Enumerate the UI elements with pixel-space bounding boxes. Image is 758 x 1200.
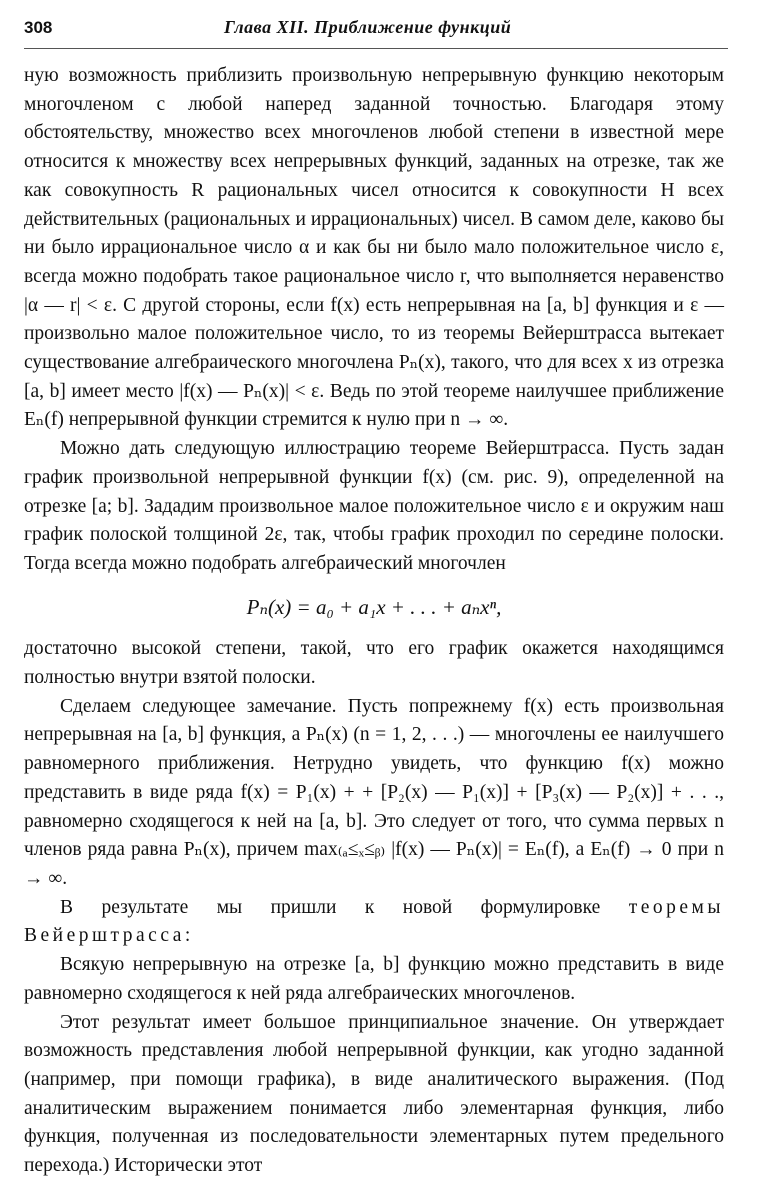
paragraph-3: достаточно высокой степени, такой, что его график окажется находящимся полностью внутри взятой полоски.	[24, 638, 724, 689]
paragraph-5	[24, 894, 724, 951]
page-header	[24, 14, 724, 50]
theorem-statement: Всякую непрерывную на отрезке [a, b] функцию можно представить в виде равномерно сходящегося к ней ряда алгебраических многочленов.	[24, 954, 724, 1004]
paragraph-1: ную возможность приблизить произвольную непрерывную функцию некоторым многочленом с любой наперед заданной точностью. Благодаря этому обстоятельству, множество всех многочленов любой степени в известной мере относится к множеству всех непрерывных функций, заданных на отрезке, так же как совокупность R рациональных чисел относится к совокупности H всех действительных (рациональных и иррациональных) чисел. В самом деле, каково бы ни было иррациональное число α и как бы ни было мало положительное число ε, всегда можно подобрать такое рациональное число r, что выполняется неравенство |α — r| < ε. С другой стороны, если f(x) есть непрерывная на [a, b] функция и ε — произвольно малое положительное число, то из теоремы Вейерштрасса вытекает существование алгебраического многочлена Pₙ(x), такого, что для всех x из отрезка [a, b] имеет место |f(x) — Pₙ(x)| < ε. Ведь по этой теореме наилучшее приближение Eₙ(f) непрерывной функции стремится к нулю при n → ∞.	[24, 65, 724, 431]
paragraph-4: Сделаем следующее замечание. Пусть попрежнему f(x) есть произвольная непрерывная на [a, b] функция, а Pₙ(x) (n = 1, 2, . . .) — многочлены ее наилучшего равномерного приближения. Нетрудно увидеть, что функцию f(x) можно представить в виде ряда f(x) = P₁(x) + + [P₂(x) — P₁(x)] + [P₃(x) — P₂(x)] + . . ., равномерно сходящегося к ней на [a, b]. Это следует от того, что сумма первых n членов ряда равна Pₙ(x), причем max₍ₐ≤ₓ≤ᵦ₎ |f(x) — Pₙ(x)| = Eₙ(f), а Eₙ(f) → 0 при n → ∞.	[24, 695, 724, 889]
paragraph-5-spaced: теоремы Вейерштрасса:	[24, 896, 724, 947]
running-title: Глава XII. Приближение функций	[224, 17, 512, 37]
paragraph-7: Этот результат имеет большое принципиальное значение. Он утверждает возможность представления любой непрерывной функции, как угодно заданной (например, при помощи графика), в виде аналитического выражения. (Под аналитическим выражением понимается либо элементарная функция, либо функция, полученная из последовательности элементарных путем предельного перехода.) Исторически этот	[24, 1011, 724, 1177]
body-text	[24, 62, 724, 1181]
formula-polynomial: Pₙ(x) = a₀ + a₁x + . . . + aₙxⁿ,	[246, 594, 502, 619]
header-rule	[24, 48, 728, 49]
page-number: 308	[24, 18, 53, 37]
paragraph-2: Можно дать следующую иллюстрацию теореме Вейерштрасса. Пусть задан график произвольной непрерывной функции f(x) (см. рис. 9), определенной на отрезке [a; b]. Зададим произвольное малое положительное число ε и окружим наш график полоской толщиной 2ε, так, чтобы график проходил по середине полоски. Тогда всегда можно подобрать алгебраический многочлен	[24, 438, 724, 574]
paragraph-5-lead: В результате мы пришли к новой формулировке	[60, 896, 601, 918]
